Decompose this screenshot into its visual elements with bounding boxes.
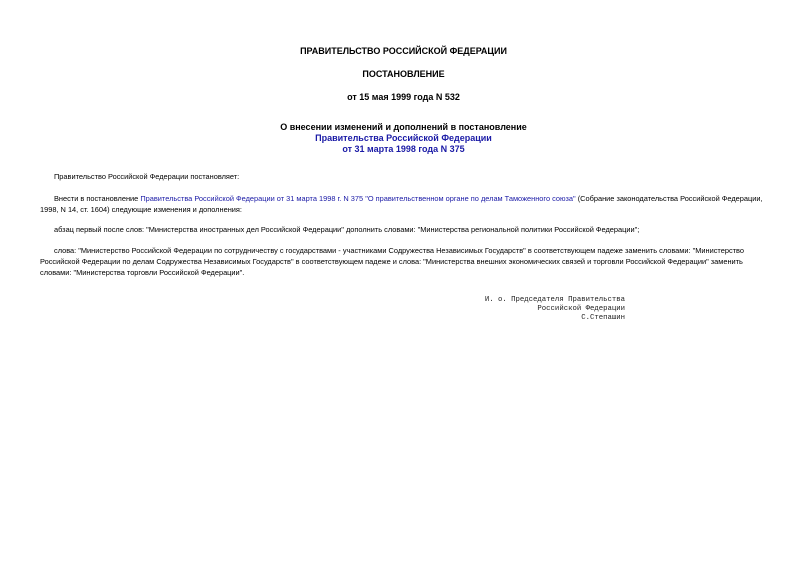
customs-union-body-link[interactable]: "О правительственном органе по делам Таможенного союза"	[365, 194, 576, 203]
signatory-name: С.Степашин	[581, 314, 625, 322]
issuing-authority: ПРАВИТЕЛЬСТВО РОССИЙСКОЙ ФЕДЕРАЦИИ	[300, 46, 507, 56]
document-type: ПОСТАНОВЛЕНИЕ	[362, 69, 445, 79]
paragraph-second-amendment: слова: "Министерство Российской Федерации по сотрудничеству с государствами - участниками Содружества Независимых Государств" в соответствующем падеже заменить словами: "Министерство Российской Федерации по делам Содружества Независимых Государств" в соответствующем падеже и слова: "Министерства внешних экономических связей и торговли Российской Федерации" заменить словами: "Министерства торговли Российской Федерации".	[40, 246, 744, 277]
signature-position-line2: Российской Федерации	[537, 305, 625, 313]
paragraph-amendment-intro	[40, 193, 770, 215]
paragraph-suffix: (Собрание законодательства Российской Федерации, 1998, N 14, ст. 1604) следующие изменения и дополнения:	[40, 194, 763, 214]
paragraph-prefix: Внести в постановление	[54, 194, 141, 203]
document-title-link-line2[interactable]: Правительства Российской Федерации	[315, 133, 492, 143]
signature-position-line1: И. о. Председателя Правительства	[484, 296, 625, 304]
document-date-number: от 15 мая 1999 года N 532	[347, 92, 460, 102]
document-title-link-line3[interactable]: от 31 марта 1998 года N 375	[342, 144, 465, 154]
resolution-375-link[interactable]: Правительства Российской Федерации от 31 марта 1998 г. N 375	[140, 194, 364, 203]
paragraph-resolves: Правительство Российской Федерации постановляет:	[54, 172, 240, 181]
paragraph-first-amendment: абзац первый после слов: "Министерства иностранных дел Российской Федерации" дополнить словами: "Министерства региональной политики Российской Федерации";	[54, 225, 640, 234]
document-title-line1: О внесении изменений и дополнений в постановление	[280, 122, 527, 132]
